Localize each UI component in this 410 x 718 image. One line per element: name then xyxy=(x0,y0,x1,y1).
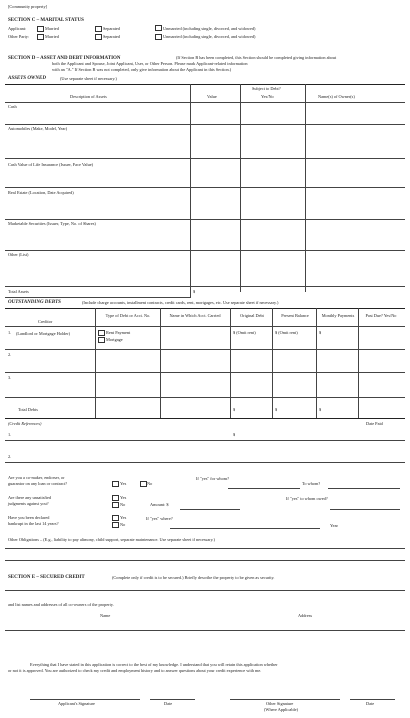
to-whom-label: To whom? xyxy=(302,481,321,486)
bankrupt-no-checkbox[interactable] xyxy=(112,522,119,528)
coowner-address-label: Address xyxy=(298,613,313,618)
mortgage-checkbox[interactable] xyxy=(98,337,105,343)
credit-references-label: (Credit References) xyxy=(8,421,42,426)
judgments-yes-checkbox[interactable] xyxy=(112,495,119,501)
col-name-acct: Name in Which Acct. Carried xyxy=(169,313,221,318)
col-original-debt: Original Debt xyxy=(240,313,264,318)
other-married-checkbox[interactable] xyxy=(37,34,44,40)
credit-ref-1-dollar: $ xyxy=(233,432,236,437)
applicant-date-label: Date xyxy=(164,701,173,706)
debt-row-1-label: (Landlord or Mortgage Holder) xyxy=(16,331,71,336)
bankrupt-yes-checkbox[interactable] xyxy=(112,515,119,521)
total-original-dollar: $ xyxy=(233,407,236,412)
no-label: No xyxy=(120,502,126,507)
col-past-due: Past Due? Yes/No xyxy=(365,313,397,318)
asset-row-other: Other (List) xyxy=(8,252,29,257)
separated-label: Separated xyxy=(103,34,120,39)
applicant-signature-label: Applicant's Signature xyxy=(58,701,95,706)
col-creditor: Creditor xyxy=(38,319,53,324)
col-monthly-payments: Monthly Payments xyxy=(321,313,355,318)
credit-ref-1: 1. xyxy=(8,432,12,437)
certification-line-2: or not it is approved. You are authorized to check my credit and employment history and to answer questions about your credit experience with me. xyxy=(8,668,262,673)
debt-row-2-number: 2. xyxy=(8,352,12,357)
bankrupt-where: If "yes" where? xyxy=(146,516,173,521)
original-omit-rent: $ (Omit rent) xyxy=(233,330,256,335)
coowner-name-label: Name xyxy=(100,613,111,618)
married-label: Married xyxy=(45,26,59,31)
separated-label: Separated xyxy=(103,26,120,31)
section-e-title: SECTION E – SECURED CREDIT xyxy=(8,575,85,580)
yes-label: Yes xyxy=(120,495,127,500)
judgments-no-checkbox[interactable] xyxy=(112,502,119,508)
co-maker-no-checkbox[interactable] xyxy=(140,481,147,487)
other-signature-label: Other Signature xyxy=(266,701,294,706)
credit-ref-2: 2. xyxy=(8,454,12,459)
total-debts-label: Total Debts xyxy=(18,407,38,412)
co-maker-question-2: guarantor on any loan or contract? xyxy=(8,481,68,486)
married-label: Married xyxy=(45,34,59,39)
present-omit-rent: $ (Omit rent) xyxy=(275,330,298,335)
applicant-separated-checkbox[interactable] xyxy=(95,26,102,32)
outstanding-debts-note: (Include charge accounts, installment contracts, credit cards, rent, mortgages, etc. Use separate sheet if necessary.) xyxy=(82,300,279,305)
assets-owned-title: ASSETS OWNED xyxy=(8,76,46,81)
total-monthly-dollar: $ xyxy=(319,407,322,412)
debt-row-1-number: 1. xyxy=(8,330,12,335)
section-d-instruction-3: with an "A." If Section B was not completed, only give information about the Applicant in this Section.) xyxy=(52,67,232,72)
co-maker-question-1: Are you a co-maker, endorser, or xyxy=(8,475,65,480)
other-unmarried-checkbox[interactable] xyxy=(155,34,162,40)
section-e-description: (Complete only if credit is to be secured.) Briefly describe the property to be given as security. xyxy=(112,575,275,580)
rent-payment-checkbox[interactable] xyxy=(98,330,105,336)
certification-line-1: Everything that I have stated in this application is correct to the best of my knowledge. I understand that you will retain this application whether xyxy=(30,662,278,667)
col-type-of-debt: Type of Debt or Acct. No. xyxy=(105,313,151,318)
judgments-question-2: judgments against you? xyxy=(8,501,49,506)
other-party-label: Other Party: xyxy=(8,34,30,39)
asset-row-cash: Cash xyxy=(8,104,17,109)
community-property-label: [Community property] xyxy=(8,4,48,9)
unmarried-label: Unmarried (including single, divorced, and widowed) xyxy=(163,34,256,39)
no-label: No xyxy=(120,522,126,527)
year-label: Year xyxy=(330,523,338,528)
applicant-unmarried-checkbox[interactable] xyxy=(155,25,162,31)
yes-label: Yes xyxy=(120,481,127,486)
other-separated-checkbox[interactable] xyxy=(95,34,102,40)
col-description: Description of Assets xyxy=(70,94,107,99)
amount-label: Amount: $ xyxy=(150,502,169,507)
judgments-to-whom-owed: If "yes" to whom owed? xyxy=(286,496,328,501)
col-subject-debt: Subject to Debt? xyxy=(252,86,281,91)
asset-row-real-estate: Real Estate (Location, Date Acquired) xyxy=(8,190,74,195)
bankrupt-question-2: bankrupt in the last 14 years? xyxy=(8,521,59,526)
asset-row-life-insurance: Cash Value of Life Insurance (Issuer, Face Value) xyxy=(8,162,94,167)
total-assets-label: Total Assets xyxy=(8,289,29,294)
debt-row-3-number: 3. xyxy=(8,375,12,380)
section-c-title: SECTION C – MARITAL STATUS xyxy=(8,18,84,23)
outstanding-debts-title: OUTSTANDING DEBTS xyxy=(8,300,61,305)
bankrupt-question-1: Have you been declared xyxy=(8,515,50,520)
rent-payment-label: Rent Payment xyxy=(106,330,131,335)
no-label: No xyxy=(147,481,153,486)
where-applicable-label: (Where Applicable) xyxy=(264,707,298,712)
section-d-instruction-1: (If Section B has been completed, this Section should be completed giving information about xyxy=(176,55,337,60)
yes-label: Yes xyxy=(120,515,127,520)
judgments-question-1: Are there any unsatisfied xyxy=(8,495,52,500)
total-present-dollar: $ xyxy=(275,407,278,412)
applicant-label: Applicant: xyxy=(8,26,27,31)
date-paid-label: Date Paid xyxy=(366,421,383,426)
assets-note: (Use separate sheet if necessary.) xyxy=(60,76,117,81)
mortgage-label: Mortgage xyxy=(106,337,123,342)
col-yesno: Yes/No xyxy=(261,94,274,99)
col-owners: Name(s) of Owner(s) xyxy=(318,94,355,99)
col-present-balance: Present Balance xyxy=(281,313,309,318)
section-d-instruction-2: both the Applicant and Spouse, Joint Applicant, User, or Other Person. Please mark Applicant-related information xyxy=(52,61,248,66)
unmarried-label: Unmarried (including single, divorced, and widowed) xyxy=(163,26,256,31)
monthly-dollar: $ xyxy=(319,330,322,335)
coowners-instruction: and list names and addresses of all co-owners of the property. xyxy=(8,602,114,607)
asset-row-securities: Marketable Securities (Issuer, Type, No. of Shares) xyxy=(8,221,96,226)
col-value: Value xyxy=(207,94,217,99)
applicant-married-checkbox[interactable] xyxy=(37,26,44,32)
other-date-label: Date xyxy=(366,701,375,706)
co-maker-for-whom: If "yes" for whom? xyxy=(196,476,229,481)
co-maker-yes-checkbox[interactable] xyxy=(112,481,119,487)
other-obligations: Other Obligations – (E.g., liability to pay alimony, child support, separate maintenance. Use separate sheet if necessary.) xyxy=(8,537,215,542)
total-assets-dollar: $ xyxy=(193,289,196,294)
asset-row-automobiles: Automobiles (Make, Model, Year) xyxy=(8,126,68,131)
section-d-title: SECTION D – ASSET AND DEBT INFORMATION xyxy=(8,56,121,61)
